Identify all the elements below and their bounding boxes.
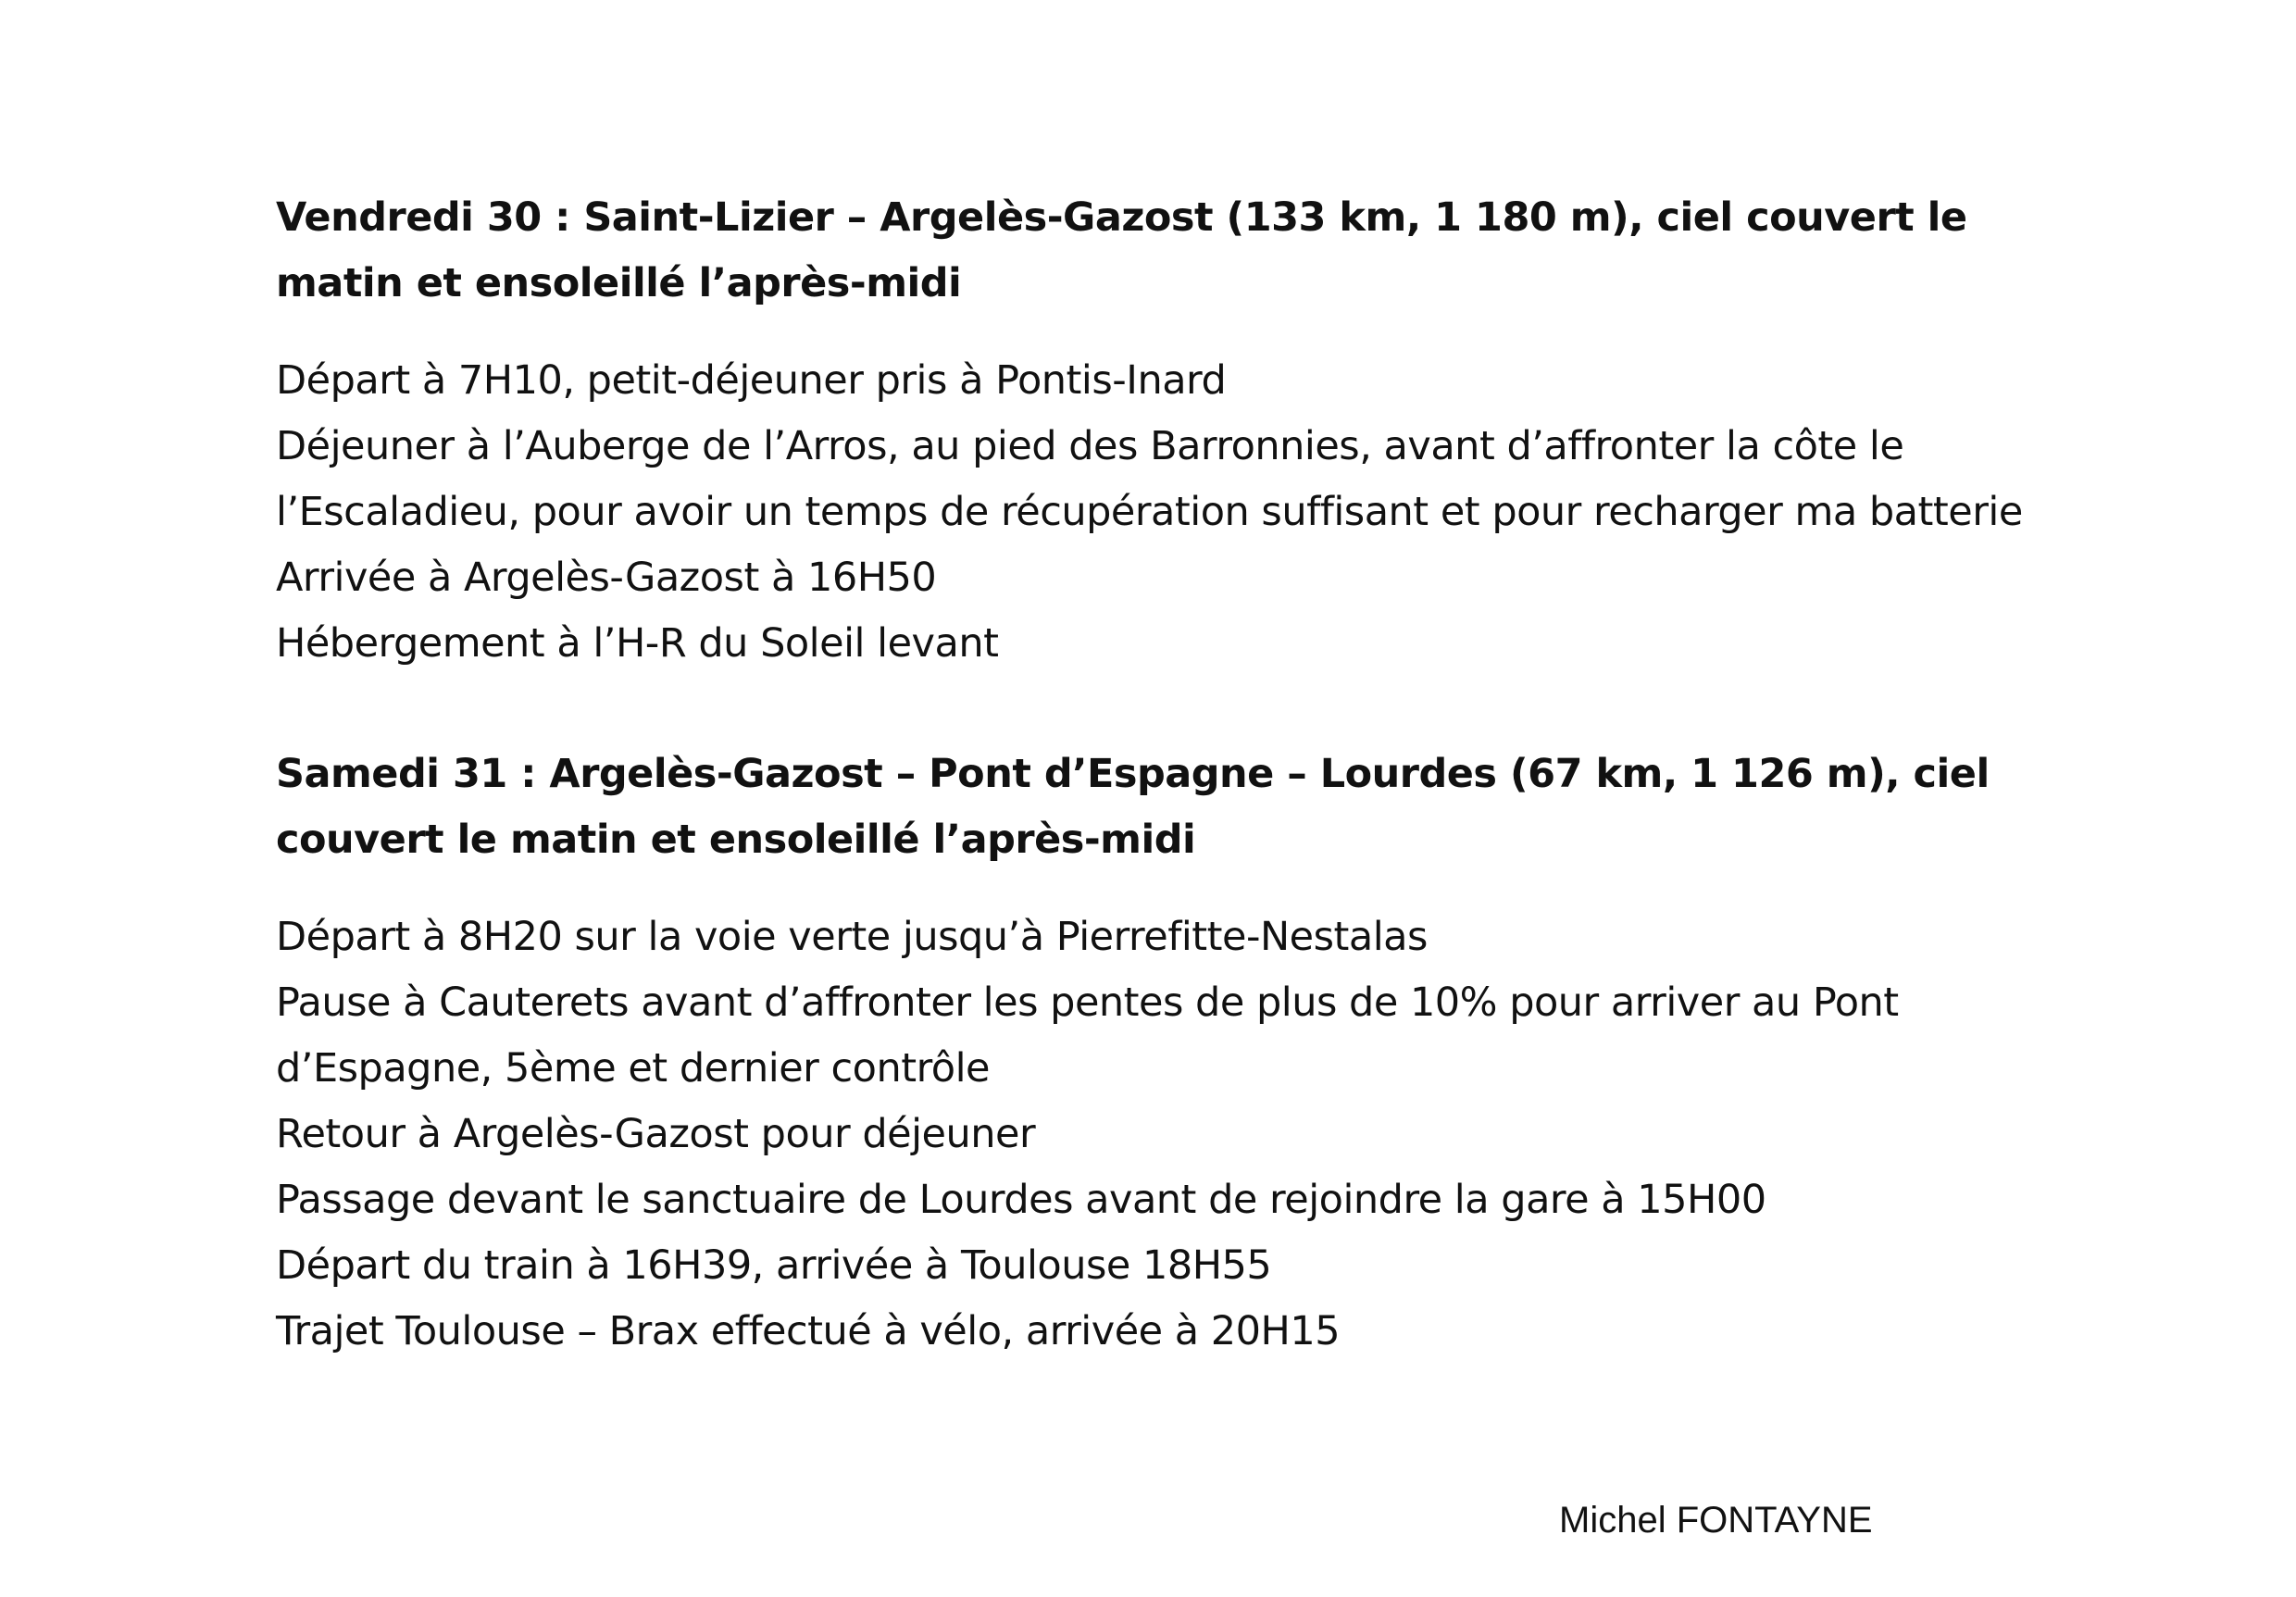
day-section-vendredi — [276, 185, 2090, 677]
detail-line: Départ du train à 16H39, arrivée à Toulouse 18H55 — [276, 1242, 1272, 1289]
author-signature: Michel FONTAYNE — [1559, 1500, 1873, 1541]
document-content — [276, 185, 2090, 1365]
detail-line: Trajet Toulouse – Brax effectué à vélo, arrivée à 20H15 — [276, 1308, 1341, 1354]
detail-line: Déjeuner à l’Auberge de l’Arros, au pied des Barronnies, avant d’affronter la côte le l’Escaladieu, pour avoir un temps de récupération suffisant et pour recharger ma batterie — [276, 423, 2023, 535]
day-details-vendredi — [276, 348, 2090, 677]
detail-line: Départ à 8H20 sur la voie verte jusqu’à Pierrefitte-Nestalas — [276, 914, 1428, 960]
detail-line: Hébergement à l’H-R du Soleil levant — [276, 620, 999, 667]
day-section-samedi — [276, 742, 2090, 1365]
detail-line: Départ à 7H10, petit-déjeuner pris à Pontis-Inard — [276, 357, 1227, 404]
detail-line: Passage devant le sanctuaire de Lourdes avant de rejoindre la gare à 15H00 — [276, 1177, 1766, 1223]
detail-line: Retour à Argelès-Gazost pour déjeuner — [276, 1111, 1036, 1157]
day-details-samedi — [276, 905, 2090, 1365]
detail-line: Pause à Cauterets avant d’affronter les pentes de plus de 10% pour arriver au Pont d’Espagne, 5ème et dernier contrôle — [276, 979, 1899, 1092]
day-heading-vendredi: Vendredi 30 : Saint-Lizier – Argelès-Gazost (133 km, 1 180 m), ciel couvert le matin et ensoleillé l’après-midi — [276, 194, 1967, 306]
day-heading-samedi: Samedi 31 : Argelès-Gazost – Pont d’Espagne – Lourdes (67 km, 1 126 m), ciel couvert le matin et ensoleillé l’après-midi — [276, 751, 1990, 863]
detail-line: Arrivée à Argelès-Gazost à 16H50 — [276, 555, 937, 601]
